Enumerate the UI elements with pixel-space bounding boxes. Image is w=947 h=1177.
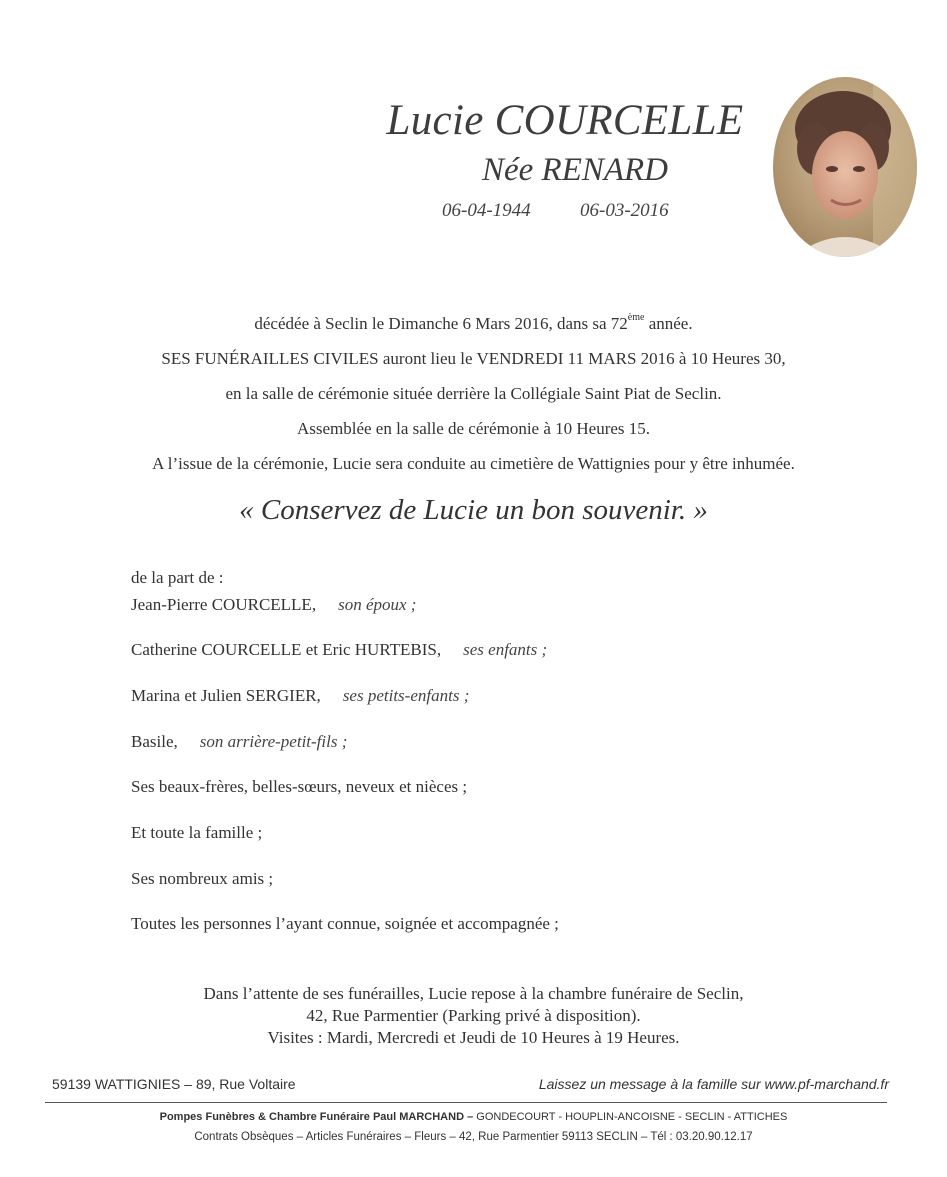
ordinal-suffix: ème	[627, 312, 645, 323]
footer-divider	[45, 1102, 887, 1103]
notice-line-death-text: décédée à Seclin le Dimanche 6 Mars 2016, dans sa 72	[254, 314, 628, 333]
family-entry-name: Catherine COURCELLE et Eric HURTEBIS,	[131, 640, 442, 659]
family-entry-name: Marina et Julien SERGIER,	[131, 686, 321, 705]
rest-line-address: 42, Rue Parmentier (Parking privé à disposition).	[306, 1006, 641, 1025]
family-other: Toutes les personnes l’ayant connue, soignée et accompagnée ;	[131, 914, 559, 933]
family-entry	[131, 732, 347, 752]
company-services: Contrats Obsèques – Articles Funéraires – Fleurs – 42, Rue Parmentier 59113 SECLIN – Tél : 03.20.90.12.17	[194, 1131, 753, 1143]
family-intro: de la part de :	[131, 568, 224, 587]
notice-line-death-end: année.	[644, 314, 693, 333]
notice-line-location: en la salle de cérémonie située derrière la Collégiale Saint Piat de Seclin.	[225, 384, 722, 403]
message-link-text: Laissez un message à la famille sur www.pf-marchand.fr	[538, 1076, 889, 1092]
rest-line-chamber: Dans l’attente de ses funérailles, Lucie repose à la chambre funéraire de Seclin,	[203, 984, 744, 1003]
notice-line-burial: A l’issue de la cérémonie, Lucie sera conduite au cimetière de Wattignies pour y être inhumée.	[152, 454, 795, 473]
deceased-name: Lucie COURCELLE	[386, 97, 744, 144]
rest-line-visits: Visites : Mardi, Mercredi et Jeudi de 10 Heures à 19 Heures.	[267, 1028, 680, 1047]
company-name: Pompes Funèbres & Chambre Funéraire Paul MARCHAND –	[159, 1111, 474, 1123]
family-entry-name: Jean-Pierre COURCELLE,	[131, 595, 317, 614]
memorial-quote: « Conservez de Lucie un bon souvenir. »	[239, 494, 708, 526]
family-entry-relation: ses petits-enfants ;	[342, 686, 470, 705]
family-entry-relation: ses enfants ;	[463, 640, 548, 659]
maiden-name: Née RENARD	[481, 152, 669, 188]
company-locations: GONDECOURT - HOUPLIN-ANCOISNE - SECLIN - ATTICHES	[473, 1111, 788, 1123]
family-entry	[131, 595, 416, 615]
notice-line-funeral: SES FUNÉRAILLES CIVILES auront lieu le VENDREDI 11 MARS 2016 à 10 Heures 30,	[161, 349, 786, 368]
birth-date: 06-04-1944	[442, 200, 531, 221]
family-other: Et toute la famille ;	[131, 823, 263, 842]
company-line	[0, 1111, 947, 1123]
notice-line-assembly: Assemblée en la salle de cérémonie à 10 Heures 15.	[296, 419, 651, 438]
family-entry	[131, 686, 469, 706]
family-address: 59139 WATTIGNIES – 89, Rue Voltaire	[52, 1076, 296, 1092]
family-other: Ses nombreux amis ;	[131, 869, 274, 888]
portrait-image	[773, 77, 917, 257]
portrait-photo	[773, 77, 917, 257]
family-entry	[131, 640, 547, 660]
family-entry-name: Basile,	[131, 732, 178, 751]
death-date: 06-03-2016	[580, 200, 669, 221]
family-entry-relation: son arrière-petit-fils ;	[199, 732, 348, 751]
family-other: Ses beaux-frères, belles-sœurs, neveux et nièces ;	[131, 777, 468, 796]
notice-line-death	[0, 314, 947, 334]
family-entry-relation: son époux ;	[338, 595, 417, 614]
